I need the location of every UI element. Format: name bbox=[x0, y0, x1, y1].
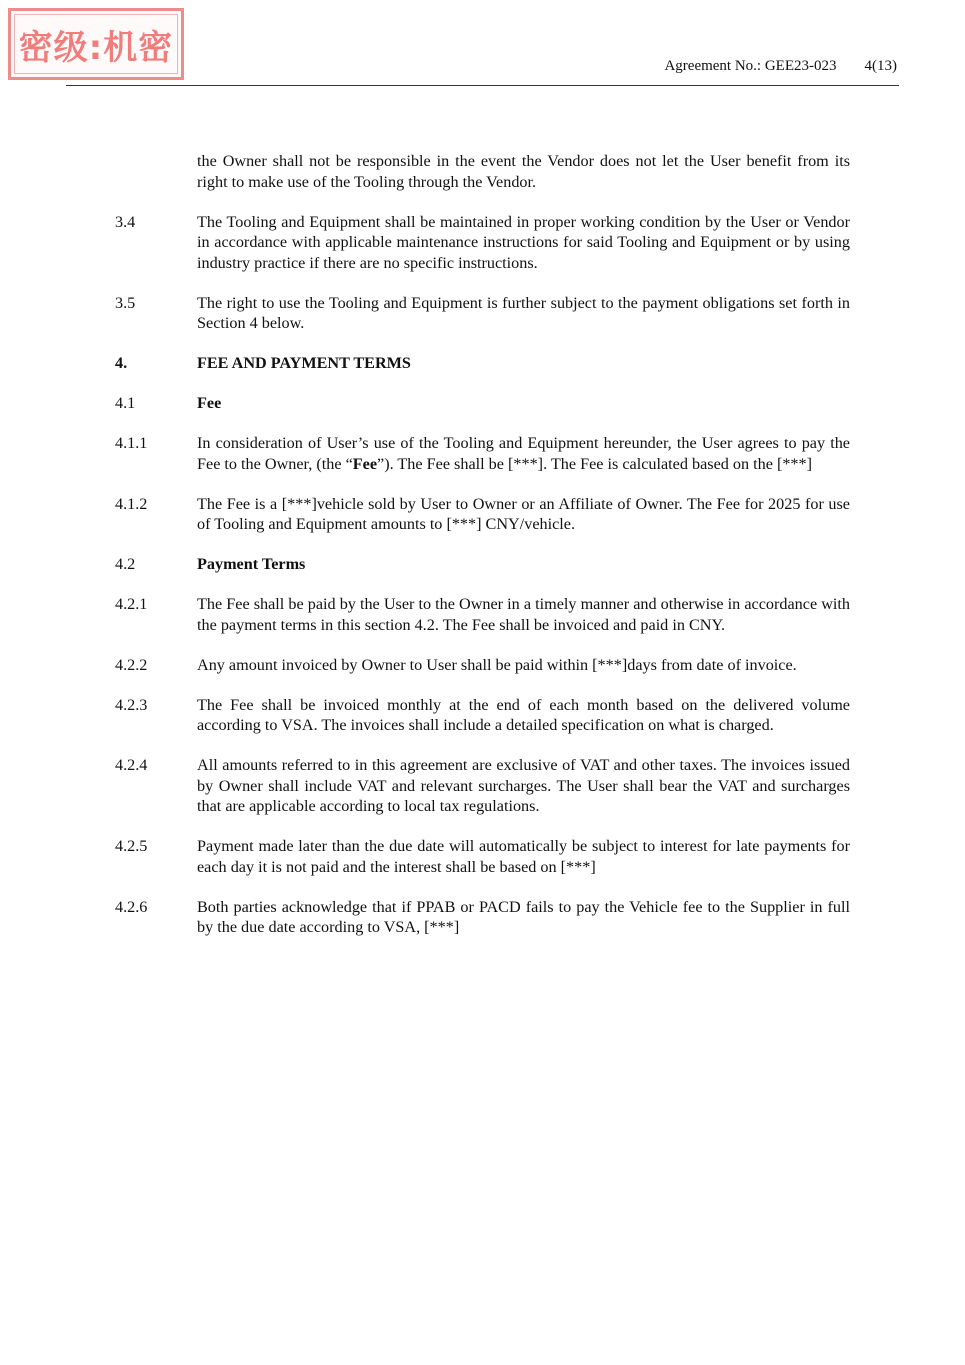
clause-title: Fee bbox=[197, 394, 222, 412]
clause-3-5 bbox=[115, 293, 850, 334]
continuation-paragraph: the Owner shall not be responsible in the event the Vendor does not let the User benefit from its right to make use of the Tooling through the Vendor. bbox=[197, 152, 850, 191]
defined-term: Fee bbox=[352, 454, 378, 473]
clause-4-1-1 bbox=[115, 433, 850, 474]
clause-number: 4.2 bbox=[115, 555, 136, 573]
page-number: 4(13) bbox=[864, 58, 897, 74]
clause-number: 3.5 bbox=[115, 293, 136, 312]
clause-4-2-6 bbox=[115, 897, 850, 938]
document-body bbox=[115, 151, 850, 957]
clause-number: 4.2.4 bbox=[115, 756, 148, 774]
clause-4-2-3 bbox=[115, 695, 850, 736]
clause-4-2-heading bbox=[115, 554, 850, 575]
clause-3-4 bbox=[115, 212, 850, 274]
clause-number: 4.2.3 bbox=[115, 695, 148, 714]
clause-text: Any amount invoiced by Owner to User shall be paid within [***]days from date of invoice. bbox=[197, 655, 797, 674]
clause-4-1-heading bbox=[115, 393, 850, 414]
clause-number: 4.1.2 bbox=[115, 494, 148, 513]
clause-text: The Fee shall be paid by the User to the Owner in a timely manner and otherwise in accordance with the payment terms in this section 4.2. The Fee shall be invoiced and paid in CNY. bbox=[197, 595, 850, 634]
clause-number: 4.1 bbox=[115, 394, 136, 412]
clause-text: The Fee shall be invoiced monthly at the end of each month based on the delivered volume according to VSA. The invoices shall include a detailed specification on what is charged. bbox=[197, 695, 850, 734]
clause-text: The Tooling and Equipment shall be maintained in proper working condition by the User or Vendor in accordance with applicable maintenance instructions for said Tooling and Equipment or by using industry practice if there are no specific instructions. bbox=[197, 212, 850, 272]
clause-number: 4.2.1 bbox=[115, 595, 148, 613]
clause-text: The right to use the Tooling and Equipment is further subject to the payment obligations set forth in Section 4 below. bbox=[197, 293, 850, 332]
section-title: FEE AND PAYMENT TERMS bbox=[197, 354, 411, 372]
section-4-heading bbox=[115, 353, 850, 374]
clause-4-1-2 bbox=[115, 494, 850, 535]
clause-text bbox=[197, 433, 850, 474]
clause-number: 4.2.2 bbox=[115, 655, 148, 674]
clause-text: The Fee is a [***]vehicle sold by User to Owner or an Affiliate of Owner. The Fee for 2025 for use of Tooling and Equipment amounts to [***] CNY/vehicle. bbox=[197, 494, 850, 533]
clause-number: 3.4 bbox=[115, 212, 136, 231]
clause-4-2-5 bbox=[115, 836, 850, 877]
clause-number: 4.2.6 bbox=[115, 897, 148, 916]
clause-number: 4.1.1 bbox=[115, 434, 148, 452]
confidential-stamp: 密级:机密 bbox=[8, 8, 184, 80]
header-divider bbox=[66, 85, 899, 86]
clause-4-2-4 bbox=[115, 755, 850, 817]
clause-text-part: ”). The Fee shall be [***]. The Fee is calculated based on the [***] bbox=[377, 454, 813, 473]
clause-title: Payment Terms bbox=[197, 555, 306, 573]
section-number: 4. bbox=[115, 354, 128, 372]
clause-4-2-2 bbox=[115, 655, 850, 676]
clause-number: 4.2.5 bbox=[115, 837, 148, 855]
clause-text: All amounts referred to in this agreement are exclusive of VAT and other taxes. The invoices issued by Owner shall include VAT and relevant surcharges. The User shall bear the VAT and surcharges that are applicable according to local tax regulations. bbox=[197, 756, 850, 815]
page-header bbox=[0, 58, 897, 75]
clause-text-part: In consideration of User’s use of the Tooling and Equipment hereunder, the User agrees to pay the Fee to the Owner, (the “ bbox=[197, 434, 850, 473]
agreement-number: Agreement No.: GEE23-023 bbox=[664, 58, 837, 74]
clause-4-2-1 bbox=[115, 594, 850, 635]
clause-text: Both parties acknowledge that if PPAB or PACD fails to pay the Vehicle fee to the Supplier in full by the due date according to VSA, [***] bbox=[197, 897, 850, 936]
clause-text: Payment made later than the due date will automatically be subject to interest for late payments for each day it is not paid and the interest shall be based on [***] bbox=[197, 837, 850, 876]
